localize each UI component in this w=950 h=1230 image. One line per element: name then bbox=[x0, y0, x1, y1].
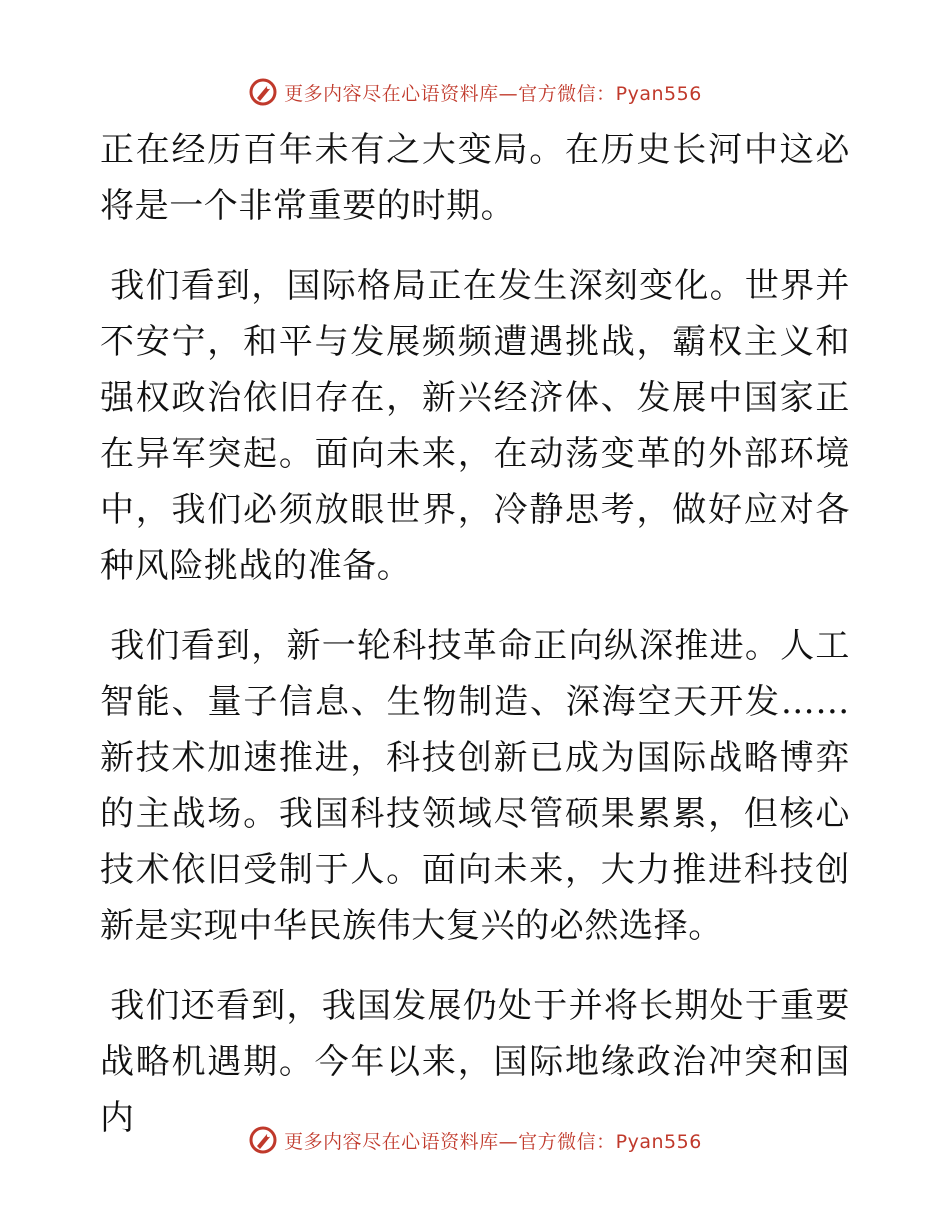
header-banner bbox=[0, 72, 950, 112]
paragraph-1: 正在经历百年未有之大变局。在历史长河中这必将是一个非常重要的时期。 bbox=[100, 130, 850, 226]
paragraph-2: 我们看到，国际格局正在发生深刻变化。世界并不安宁，和平与发展频频遭遇挑战，霸权主义和强权政治依旧存在，新兴经济体、发展中国家正在异军突起。面向未来，在动荡变革的外部环境中，我们必须放眼世界，冷静思考，做好应对各种风险挑战的准备。 bbox=[100, 266, 850, 586]
footer-banner bbox=[0, 1120, 950, 1160]
wechat-account: Pyan556 bbox=[615, 1130, 702, 1153]
paragraph-4: 我们还看到，我国发展仍处于并将长期处于重要战略机遇期。今年以来，国际地缘政治冲突和国内 bbox=[100, 986, 850, 1138]
wechat-account: Pyan556 bbox=[615, 82, 702, 105]
footer-banner-text: 更多内容尽在心语资料库—官方微信：Pyan556 bbox=[284, 1130, 702, 1153]
document-body bbox=[100, 122, 850, 1146]
paragraph-3: 我们看到，新一轮科技革命正向纵深推进。人工智能、量子信息、生物制造、深海空天开发……新技术加速推进，科技创新已成为国际战略博弈的主战场。我国科技领域尽管硕果累累，但核心技术依旧受制于人。面向未来，大力推进科技创新是实现中华民族伟大复兴的必然选择。 bbox=[100, 626, 850, 946]
pen-nib-circle-icon bbox=[248, 1125, 278, 1155]
pen-nib-circle-icon bbox=[248, 77, 278, 107]
header-banner-text: 更多内容尽在心语资料库—官方微信：Pyan556 bbox=[284, 82, 702, 105]
